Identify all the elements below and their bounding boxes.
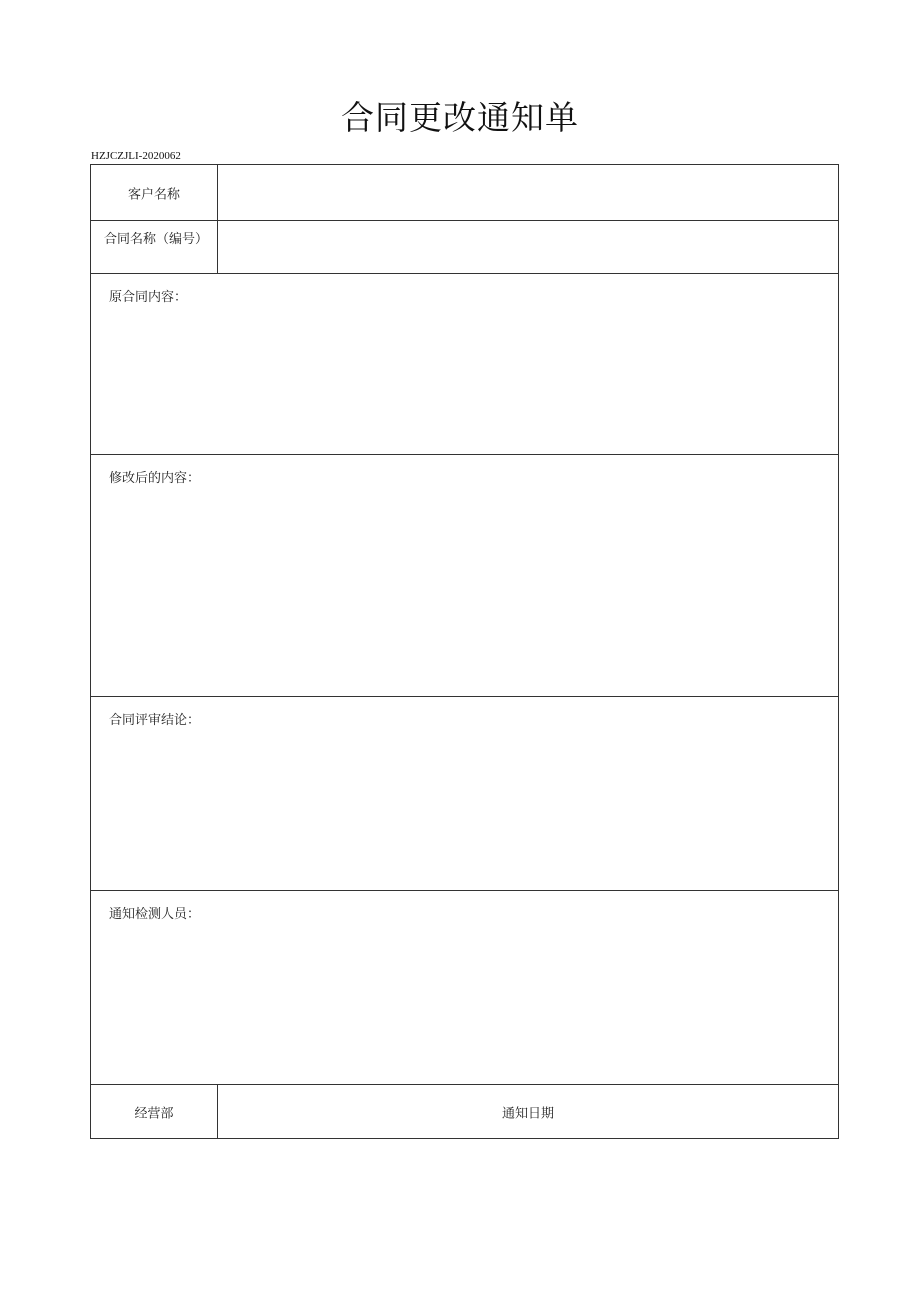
contract-name-row — [91, 220, 838, 274]
contract-name-label: 合同名称（编号） — [104, 232, 209, 247]
customer-name-label-cell — [91, 165, 218, 220]
department-date-row — [91, 1084, 838, 1138]
notify-date-label: 通知日期 — [501, 1106, 554, 1121]
notify-date-field[interactable] — [218, 1085, 838, 1138]
contract-name-label-cell — [91, 221, 218, 274]
contract-name-field[interactable] — [218, 221, 838, 274]
notify-staff-section — [91, 890, 838, 1084]
customer-name-field[interactable] — [218, 165, 838, 220]
original-content-label: 原合同内容： — [109, 290, 188, 305]
department-label-cell — [91, 1085, 218, 1138]
document-title: 合同更改通知单 — [341, 98, 579, 137]
customer-name-row — [91, 165, 838, 220]
original-content-section — [91, 273, 838, 454]
review-conclusion-label: 合同评审结论： — [109, 713, 201, 728]
revised-content-label: 修改后的内容： — [109, 471, 201, 486]
contract-change-form — [90, 164, 839, 1139]
revised-content-field[interactable] — [91, 455, 838, 696]
notify-staff-field[interactable] — [91, 891, 838, 1084]
review-conclusion-field[interactable] — [91, 697, 838, 890]
department-label: 经营部 — [134, 1106, 174, 1121]
revised-content-section — [91, 454, 838, 696]
document-code: HZJCZJLI-2020062 — [91, 150, 181, 162]
original-content-field[interactable] — [91, 274, 838, 454]
notify-staff-label: 通知检测人员： — [109, 907, 201, 922]
review-conclusion-section — [91, 696, 838, 890]
customer-name-label: 客户名称 — [127, 187, 180, 202]
